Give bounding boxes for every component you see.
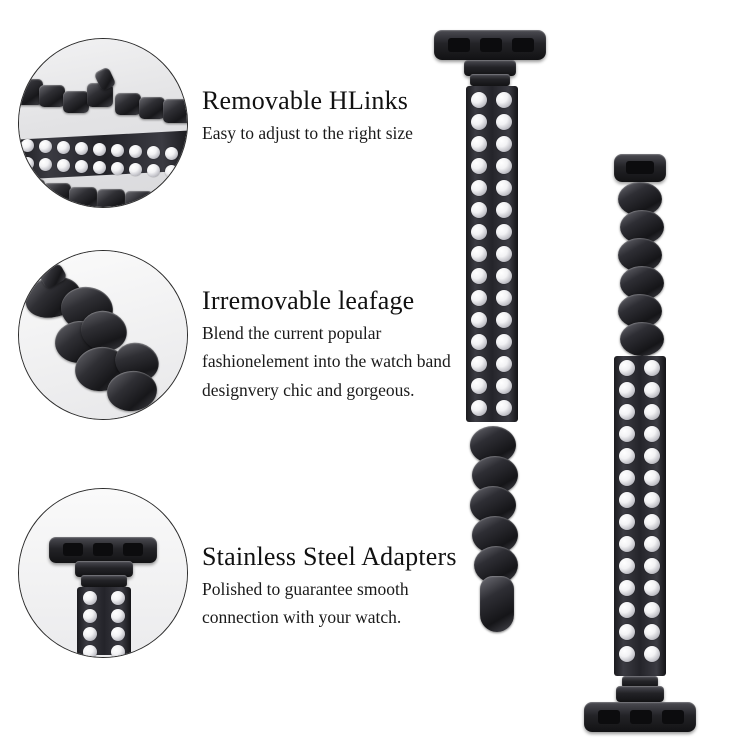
feature-image-irremovable-leafage	[18, 250, 188, 420]
product-image-band-left	[430, 20, 570, 680]
photo-leafage	[19, 251, 187, 419]
product-image-band-right	[580, 150, 720, 740]
feature-title: Stainless Steel Adapters	[202, 542, 457, 571]
feature-text-stainless-steel-adapters	[188, 488, 457, 632]
feature-block-stainless-steel-adapters	[18, 488, 457, 658]
feature-block-removable-hlinks	[18, 38, 413, 208]
photo-hlinks	[19, 39, 187, 207]
feature-image-removable-hlinks	[18, 38, 188, 208]
feature-title: Irremovable leafage	[202, 286, 415, 315]
feature-text-removable-hlinks	[188, 38, 413, 147]
feature-block-irremovable-leafage	[18, 250, 472, 420]
feature-image-stainless-steel-adapters	[18, 488, 188, 658]
feature-description: Blend the current popular fashionelement into the watch band designvery chic and gorgeous.	[202, 323, 451, 400]
feature-title: Removable HLinks	[202, 86, 409, 115]
photo-adapter	[19, 489, 187, 657]
feature-description: Polished to guarantee smooth connection with your watch.	[202, 579, 409, 628]
feature-description: Easy to adjust to the right size	[202, 123, 413, 144]
